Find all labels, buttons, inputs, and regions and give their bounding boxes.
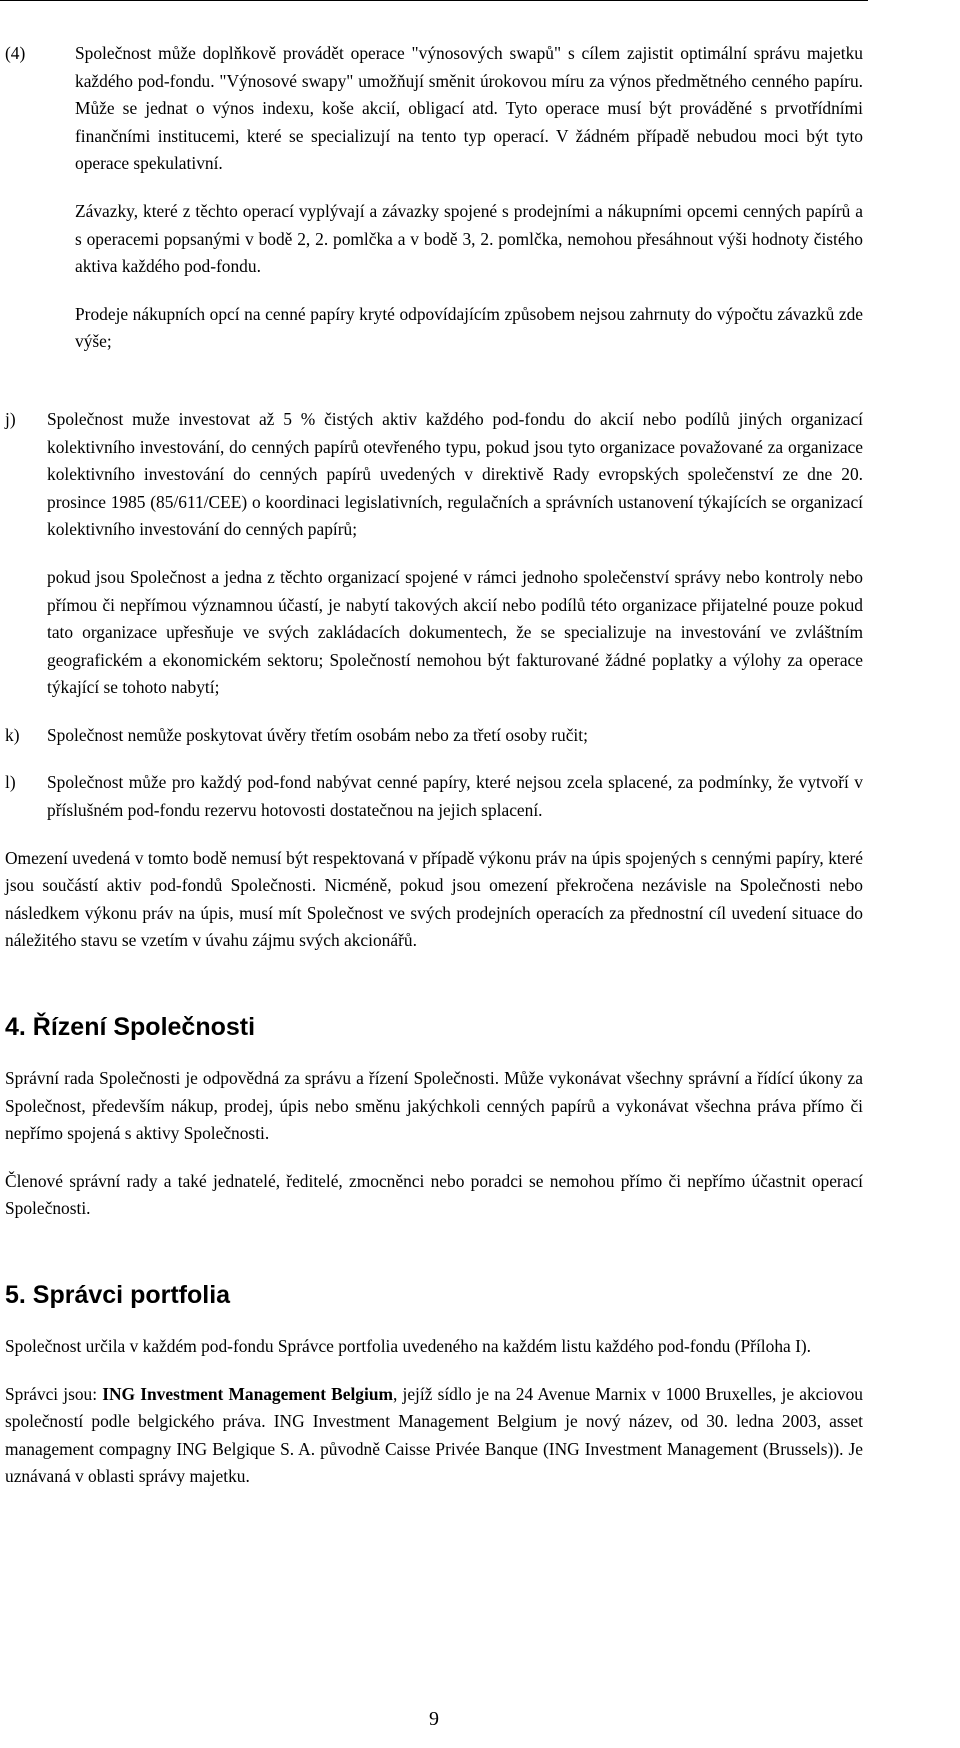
restriction-note: Omezení uvedená v tomto bodě nemusí být respektovaná v případě výkonu práv na úpis spojených s cennými papíry, které jsou součástí aktiv pod-fondů Společnosti. Nicméně, pokud jsou omezení překročena nezávisle na Společnosti nebo následkem výkonu práv na úpis, musí mít Společnost ve svých prodejních operacích za přednostní cíl uvedení situace do náležitého stavu se vzetím v úvahu zájmu svých akcionářů. (5, 847, 863, 951)
section-5-paragraph-2 (5, 1381, 863, 1491)
item-4-commitments: Závazky, které z těchto operací vyplývají a závazky spojené s prodejními a nákupními opcemi cenných papírů a s operacemi popsanými v bodě 2, 2. pomlčka a v bodě 3, 2. pomlčka, nemohou přesáhnout výši hodnoty čistého aktiva každého pod-fondu. (75, 200, 863, 277)
section-5-heading: 5. Správci portfolia (5, 1281, 231, 1309)
item-4-call-options: Prodeje nákupních opcí na cenné papíry kryté odpovídajícím způsobem nejsou zahrnuty do výpočtu závazků zde výše; (75, 303, 863, 352)
document-page (5, 40, 863, 1491)
header-rule (0, 0, 868, 1)
item-k-text: Společnost nemůže poskytovat úvěry třetím osobám nebo za třetí osoby ručit; (47, 724, 588, 745)
item-j-continuation: pokud jsou Společnost a jedna z těchto organizací spojené v rámci jednoho společenství správy nebo kontroly nebo přímou či nepřímou významnou účastí, je nabytí takových akcií nebo podílů této organizace přijatelné pouze pokud tato organizace upřesňuje ve svých zakládacích dokumentech, že se specializuje na investování ve zvláštním geografickém a ekonomickém sektoru; Společností nemohou být fakturované žádné poplatky a výlohy za operace týkající se tohoto nabytí; (47, 566, 863, 698)
paragraph-item-4 (5, 40, 863, 178)
section-4-paragraph-1: Správní rada Společnosti je odpovědná za správu a řízení Společnosti. Může vykonávat všechny správní a řídící úkony za Společnost, především nákup, prodej, úpis nebo směnu jakýchkoli cenných papírů a vykonávat všechna práva přímo či nepřímo spojená s aktivy Společnosti. (5, 1068, 863, 1144)
item-j-text: Společnost muže investovat až 5 % čistých aktiv každého pod-fondu do akcií nebo podílů jiných organizací kolektivního investování, do cenných papírů otevřeného typu, pokud jsou tyto organizace považované za organizace kolektivního investování do cenných papírů uvedených v direktivě Rady evropských společenství ze dne 20. prosince 1985 (85/611/CEE) o koordinaci legislativních, regulačních a správních ustanovení týkajících se organizací kolektivního investování do cenných papírů; (47, 408, 863, 540)
item-label: j) (5, 408, 16, 429)
section-5-paragraph-1: Společnost určila v každém pod-fondu Správce portfolia uvedeného na každém listu každého pod-fondu (Příloha I). (5, 1336, 812, 1356)
paragraph-item-l (5, 769, 863, 824)
section-4-paragraph-2: Členové správní rady a také jednatelé, ředitelé, zmocněnci nebo poradci se nemohou přímo či nepřímo účastnit operací Společnosti. (5, 1170, 863, 1219)
item-l-text: Společnost může pro každý pod-fond nabývat cenné papíry, které nejsou zcela splacené, za podmínky, že vytvoří v příslušném pod-fondu rezervu hotovosti dostatečnou na jejich splacení. (47, 772, 863, 821)
managers-description: , jejíž sídlo je na 24 Avenue Marnix v 1000 Bruxelles, je akciovou společností podle belgického práva. ING Investment Management Belgium je nový název, od 30. ledna 2003, asset management compagny ING Belgique S. A. původně Caisse Privée Banque (ING Investment Management (Brussels)). Je uznávaná v oblasti správy majetku. (5, 1383, 863, 1487)
item-label: k) (5, 724, 20, 745)
item-4-text: Společnost může doplňkově provádět operace "výnosových swapů" s cílem zajistit optimální správu majetku každého pod-fondu. "Výnosové swapy" umožňují směnit úrokovou míru za výnos předmětného cenného papíru. Může se jednat o výnos indexu, koše akcií, obligací atd. Tyto operace musí být prováděné s prvotřídními finančními institucemi, které se specializují na tento typ operací. V žádném případě nebudou moci být tyto operace spekulativní. (75, 43, 863, 174)
page-number: 9 (429, 1708, 439, 1730)
paragraph-item-j (5, 406, 863, 544)
managers-prefix: Správci jsou: (5, 1383, 103, 1404)
manager-name: ING Investment Management Belgium (102, 1383, 393, 1404)
section-4-heading: 4. Řízení Společnosti (5, 1013, 256, 1042)
paragraph-item-k (5, 722, 863, 750)
item-label: (4) (5, 43, 26, 63)
item-label: l) (5, 772, 16, 793)
